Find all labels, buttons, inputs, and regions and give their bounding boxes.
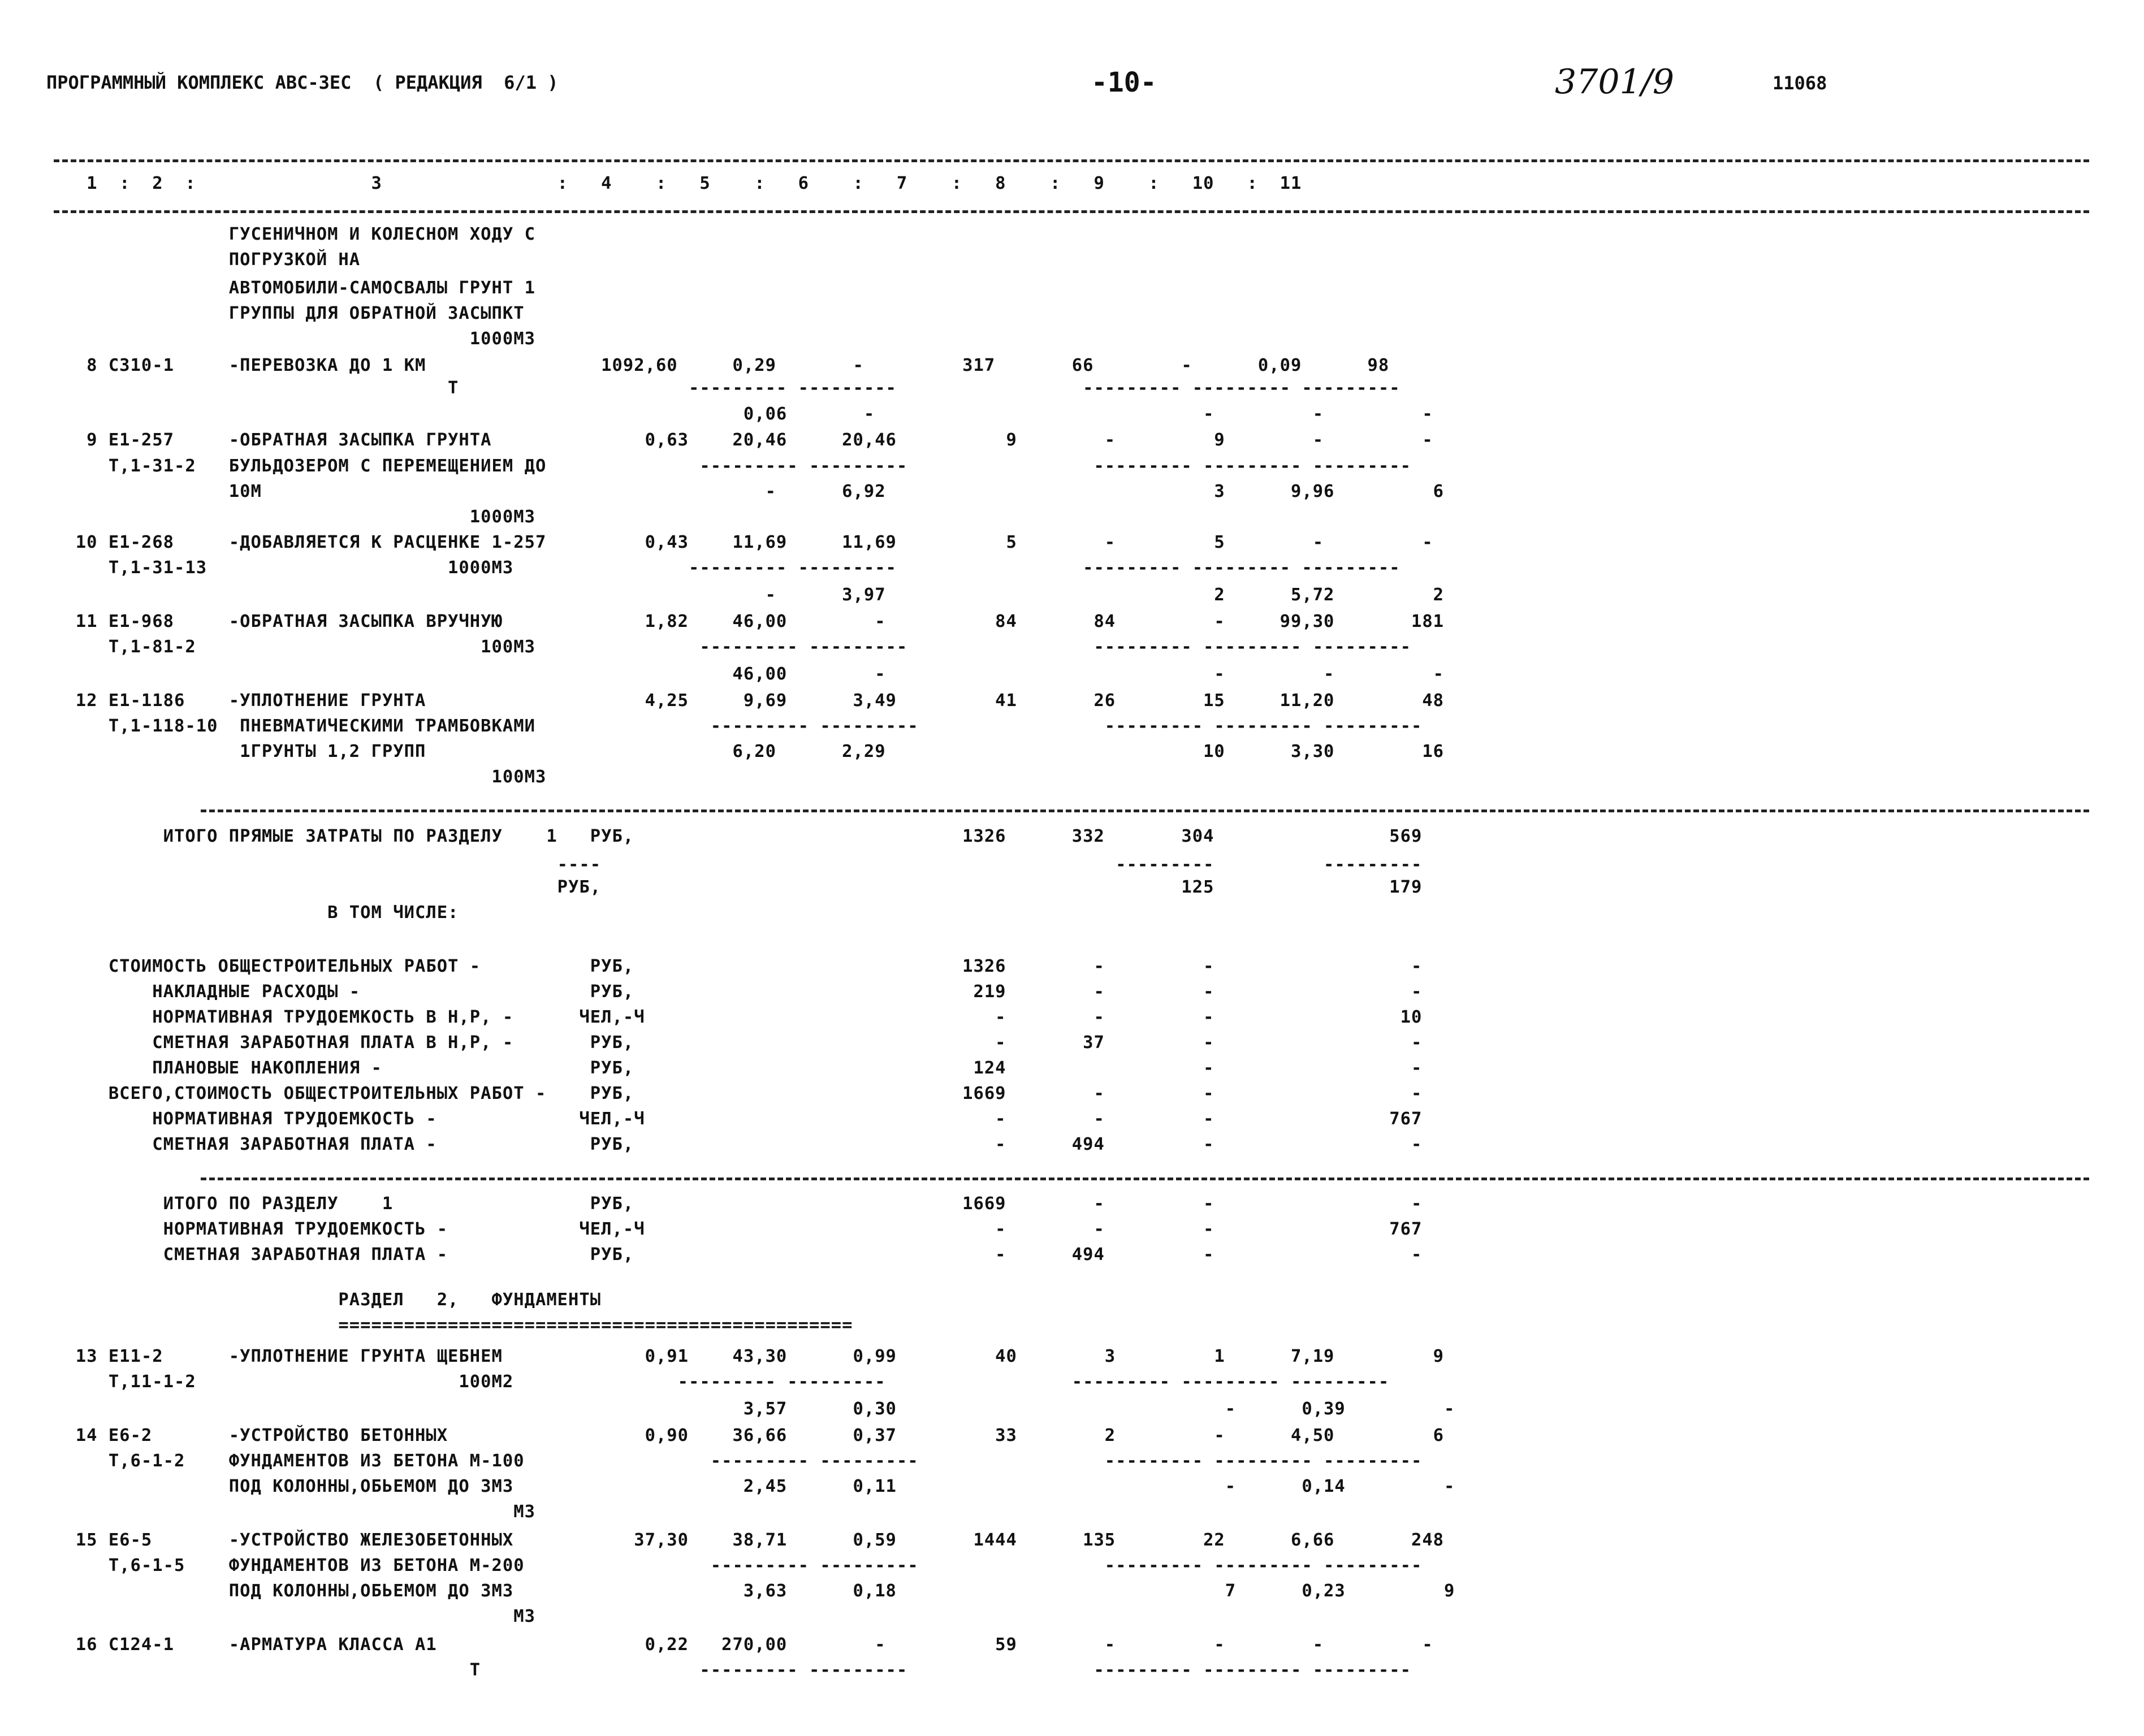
table-line: СМЕТНАЯ ЗАРАБОТНАЯ ПЛАТА - РУБ, - 494 - - [54,1135,1423,1154]
table-line: 46,00 - - - - [54,664,1445,684]
table-line: 100М3 [54,767,547,787]
document-number: 3701/9 [1555,62,1675,102]
table-line: НОРМАТИВНАЯ ТРУДОЕМКОСТЬ - ЧЕЛ,-Ч - - - 767 [54,1219,1423,1239]
table-line: 16 С124-1 -АРМАТУРА КЛАССА А1 0,22 270,00 - 59 - - - - [54,1635,1433,1655]
table-line: АВТОМОБИЛИ-САМОСВАЛЫ ГРУНТ 1 [54,278,535,298]
table-line: РАЗДЕЛ 2, ФУНДАМЕНТЫ [54,1290,602,1310]
table-line: Т,11-1-2 100М2 --------- --------- --------- --------- --------- [54,1372,1390,1392]
table-line: ИТОГО ПРЯМЫЕ ЗАТРАТЫ ПО РАЗДЕЛУ 1 РУБ, 1326 332 304 569 [54,826,1423,846]
top-rule [54,159,2089,162]
summary-rule [201,1177,2089,1180]
header-bottom-rule [54,210,2089,213]
table-line: Т,6-1-2 ФУНДАМЕНТОВ ИЗ БЕТОНА М-100 --------- --------- --------- --------- --------- [54,1451,1423,1471]
table-line: ПОГРУЗКОЙ НА [54,250,361,270]
table-line: 10 Е1-268 -ДОБАВЛЯЕТСЯ К РАСЦЕНКЕ 1-257 0,43 11,69 11,69 5 - 5 - - [54,533,1433,552]
table-line: 12 Е1-1186 -УПЛОТНЕНИЕ ГРУНТА 4,25 9,69 3,49 41 26 15 11,20 48 [54,691,1445,711]
table-line: НАКЛАДНЫЕ РАСХОДЫ - РУБ, 219 - - - [54,982,1423,1002]
table-line: М3 [54,1502,535,1522]
table-line: ПОД КОЛОННЫ,ОБЬЕМОМ ДО 3М3 3,63 0,18 7 0,23 9 [54,1581,1455,1601]
table-line: В ТОМ ЧИСЛЕ: [54,903,459,923]
program-header: ПРОГРАММНЫЙ КОМПЛЕКС АВС-3ЕС ( РЕДАКЦИЯ 6/1 ) [46,72,559,93]
table-line: СМЕТНАЯ ЗАРАБОТНАЯ ПЛАТА - РУБ, - 494 - - [54,1245,1423,1265]
table-line: 1ГРУНТЫ 1,2 ГРУПП 6,20 2,29 10 3,30 16 [54,742,1445,761]
table-line: Т,1-31-2 БУЛЬДОЗЕРОМ С ПЕРЕМЕЩЕНИЕМ ДО --------- --------- --------- --------- --------- [54,456,1411,476]
table-line: ВСЕГО,СТОИМОСТЬ ОБЩЕСТРОИТЕЛЬНЫХ РАБОТ - РУБ, 1669 - - - [54,1084,1423,1103]
table-line: Т,1-81-2 100М3 --------- --------- --------- --------- --------- [54,637,1411,657]
table-line: 15 Е6-5 -УСТРОЙСТВО ЖЕЛЕЗОБЕТОННЫХ 37,30 38,71 0,59 1444 135 22 6,66 248 [54,1530,1445,1550]
table-line: Т --------- --------- --------- --------- --------- [54,1660,1411,1680]
table-line: =============================================== [54,1315,853,1335]
table-line: 10М - 6,92 3 9,96 6 [54,482,1445,501]
section-total-rule [201,809,2089,812]
table-line: 3,57 0,30 - 0,39 - [54,1399,1455,1419]
table-line: ---- --------- --------- [54,855,1423,875]
table-line: Т --------- --------- --------- --------- --------- [54,378,1400,398]
document-code: 11068 [1773,72,1827,94]
table-line: Т,6-1-5 ФУНДАМЕНТОВ ИЗ БЕТОНА М-200 --------- --------- --------- --------- --------- [54,1556,1423,1575]
column-header-row: 1 : 2 : 3 : 4 : 5 : 6 : 7 : 8 : 9 : 10 : 11 [54,174,1302,193]
table-line: Т,1-118-10 ПНЕВМАТИЧЕСКИМИ ТРАМБОВКАМИ --------- --------- --------- --------- --------- [54,716,1423,736]
table-line: СТОИМОСТЬ ОБЩЕСТРОИТЕЛЬНЫХ РАБОТ - РУБ, 1326 - - - [54,956,1423,976]
table-line: ГУСЕНИЧНОМ И КОЛЕСНОМ ХОДУ С [54,224,535,244]
table-line: СМЕТНАЯ ЗАРАБОТНАЯ ПЛАТА В Н,Р, - РУБ, - 37 - - [54,1033,1423,1053]
table-line: 8 С310-1 -ПЕРЕВОЗКА ДО 1 КМ 1092,60 0,29 - 317 66 - 0,09 98 [54,356,1390,375]
table-line: НОРМАТИВНАЯ ТРУДОЕМКОСТЬ - ЧЕЛ,-Ч - - - 767 [54,1109,1423,1129]
table-line: ИТОГО ПО РАЗДЕЛУ 1 РУБ, 1669 - - - [54,1194,1423,1214]
table-line: ПОД КОЛОННЫ,ОБЬЕМОМ ДО 3М3 2,45 0,11 - 0,14 - [54,1477,1455,1496]
table-line: ПЛАНОВЫЕ НАКОПЛЕНИЯ - РУБ, 124 - - [54,1058,1423,1078]
table-line: 13 Е11-2 -УПЛОТНЕНИЕ ГРУНТА ЩЕБНЕМ 0,91 43,30 0,99 40 3 1 7,19 9 [54,1347,1445,1366]
table-line: ГРУППЫ ДЛЯ ОБРАТНОЙ ЗАСЫПКТ [54,304,525,323]
table-line: 0,06 - - - - [54,404,1433,424]
table-line: Т,1-31-13 1000М3 --------- --------- --------- --------- --------- [54,558,1400,578]
table-line: М3 [54,1607,535,1626]
table-line: 14 Е6-2 -УСТРОЙСТВО БЕТОННЫХ 0,90 36,66 0,37 33 2 - 4,50 6 [54,1426,1445,1445]
table-line: РУБ, 125 179 [54,877,1423,897]
table-line: 1000М3 [54,507,535,527]
table-line: НОРМАТИВНАЯ ТРУДОЕМКОСТЬ В Н,Р, - ЧЕЛ,-Ч - - - 10 [54,1007,1423,1027]
table-line: 9 Е1-257 -ОБРАТНАЯ ЗАСЫПКА ГРУНТА 0,63 20,46 20,46 9 - 9 - - [54,430,1433,450]
table-line: - 3,97 2 5,72 2 [54,585,1445,605]
page-number: -10- [1091,67,1157,98]
table-line: 1000М3 [54,329,535,349]
table-line: 11 Е1-968 -ОБРАТНАЯ ЗАСЫПКА ВРУЧНУЮ 1,82 46,00 - 84 84 - 99,30 181 [54,612,1445,631]
